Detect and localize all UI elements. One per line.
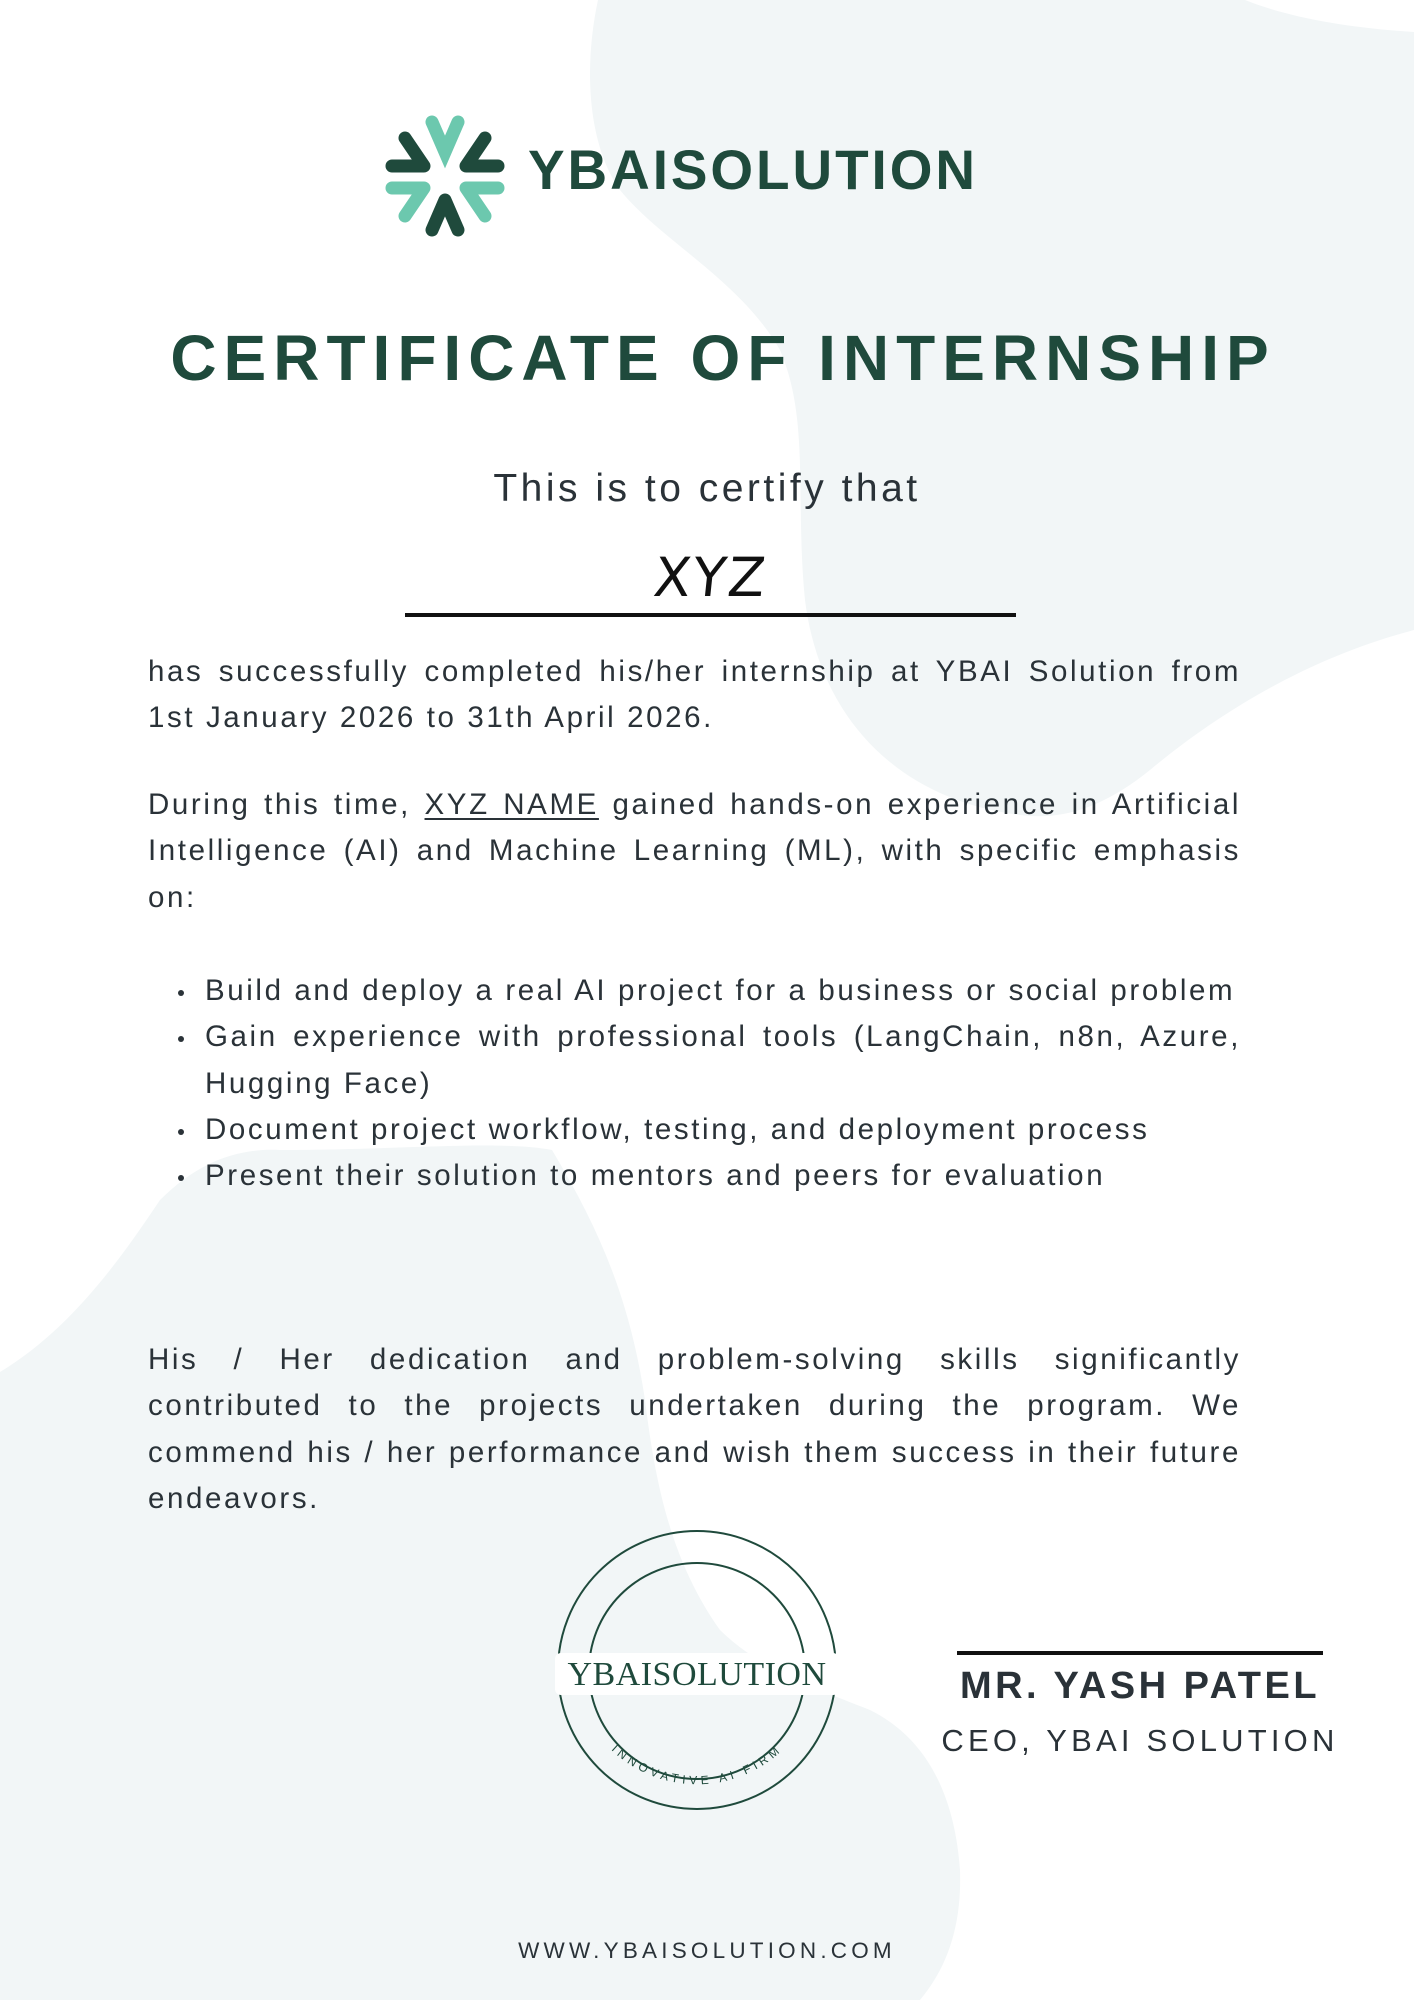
recipient-underline (405, 613, 1016, 617)
svg-text:INNOVATIVE AI FIRM (609, 1741, 785, 1787)
logo-icon (382, 114, 508, 238)
website-link[interactable]: WWW.YBAISOLUTION.COM (518, 1938, 896, 1963)
completion-text: has successfully completed his/her internship at YBAI Solution from 1st January 2026 to 31th April 2026. (148, 655, 1241, 735)
certify-intro: This is to certify that (493, 467, 921, 510)
experience-text (148, 782, 1241, 921)
signature-line (957, 1651, 1323, 1655)
experience-paragraph (148, 782, 1241, 921)
list-item: Document project workflow, testing, and deployment process (148, 1107, 1241, 1153)
seal-tagline: INNOVATIVE AI FIRM (609, 1741, 786, 1788)
signatory-name: MR. YASH PATEL (959, 1665, 1321, 1707)
certificate-title: CERTIFICATE OF INTERNSHIP (170, 322, 1276, 394)
signatory-title: CEO, YBAI SOLUTION (941, 1723, 1339, 1758)
intern-name: XYZ NAME (424, 788, 599, 821)
commendation-text: His / Her dedication and problem-solving skills significantly contributed to the projects undertaken during the program. We commend his / her performance and wish them success in their future endeavors. (148, 1343, 1241, 1515)
experience-lead: During this time, (148, 788, 425, 821)
logo-wordmark: YBAISOLUTION (528, 138, 978, 201)
focus-list (148, 968, 1241, 1199)
experience-rest: gained hands-on experience in Artificial Intelligence (AI) and Machine Learning (ML), with specific emphasis on: (148, 788, 1241, 914)
recipient-name: XYZ (650, 546, 771, 609)
list-item: Present their solution to mentors and peers for evaluation (148, 1153, 1241, 1199)
completion-paragraph (148, 649, 1241, 742)
list-item: Build and deploy a real AI project for a business or social problem (148, 968, 1241, 1014)
seal-name: YBAISOLUTION (567, 1656, 827, 1693)
company-seal (552, 1528, 842, 1818)
list-item: Gain experience with professional tools (LangChain, n8n, Azure, Hugging Face) (148, 1014, 1241, 1107)
commendation-paragraph (148, 1337, 1241, 1522)
